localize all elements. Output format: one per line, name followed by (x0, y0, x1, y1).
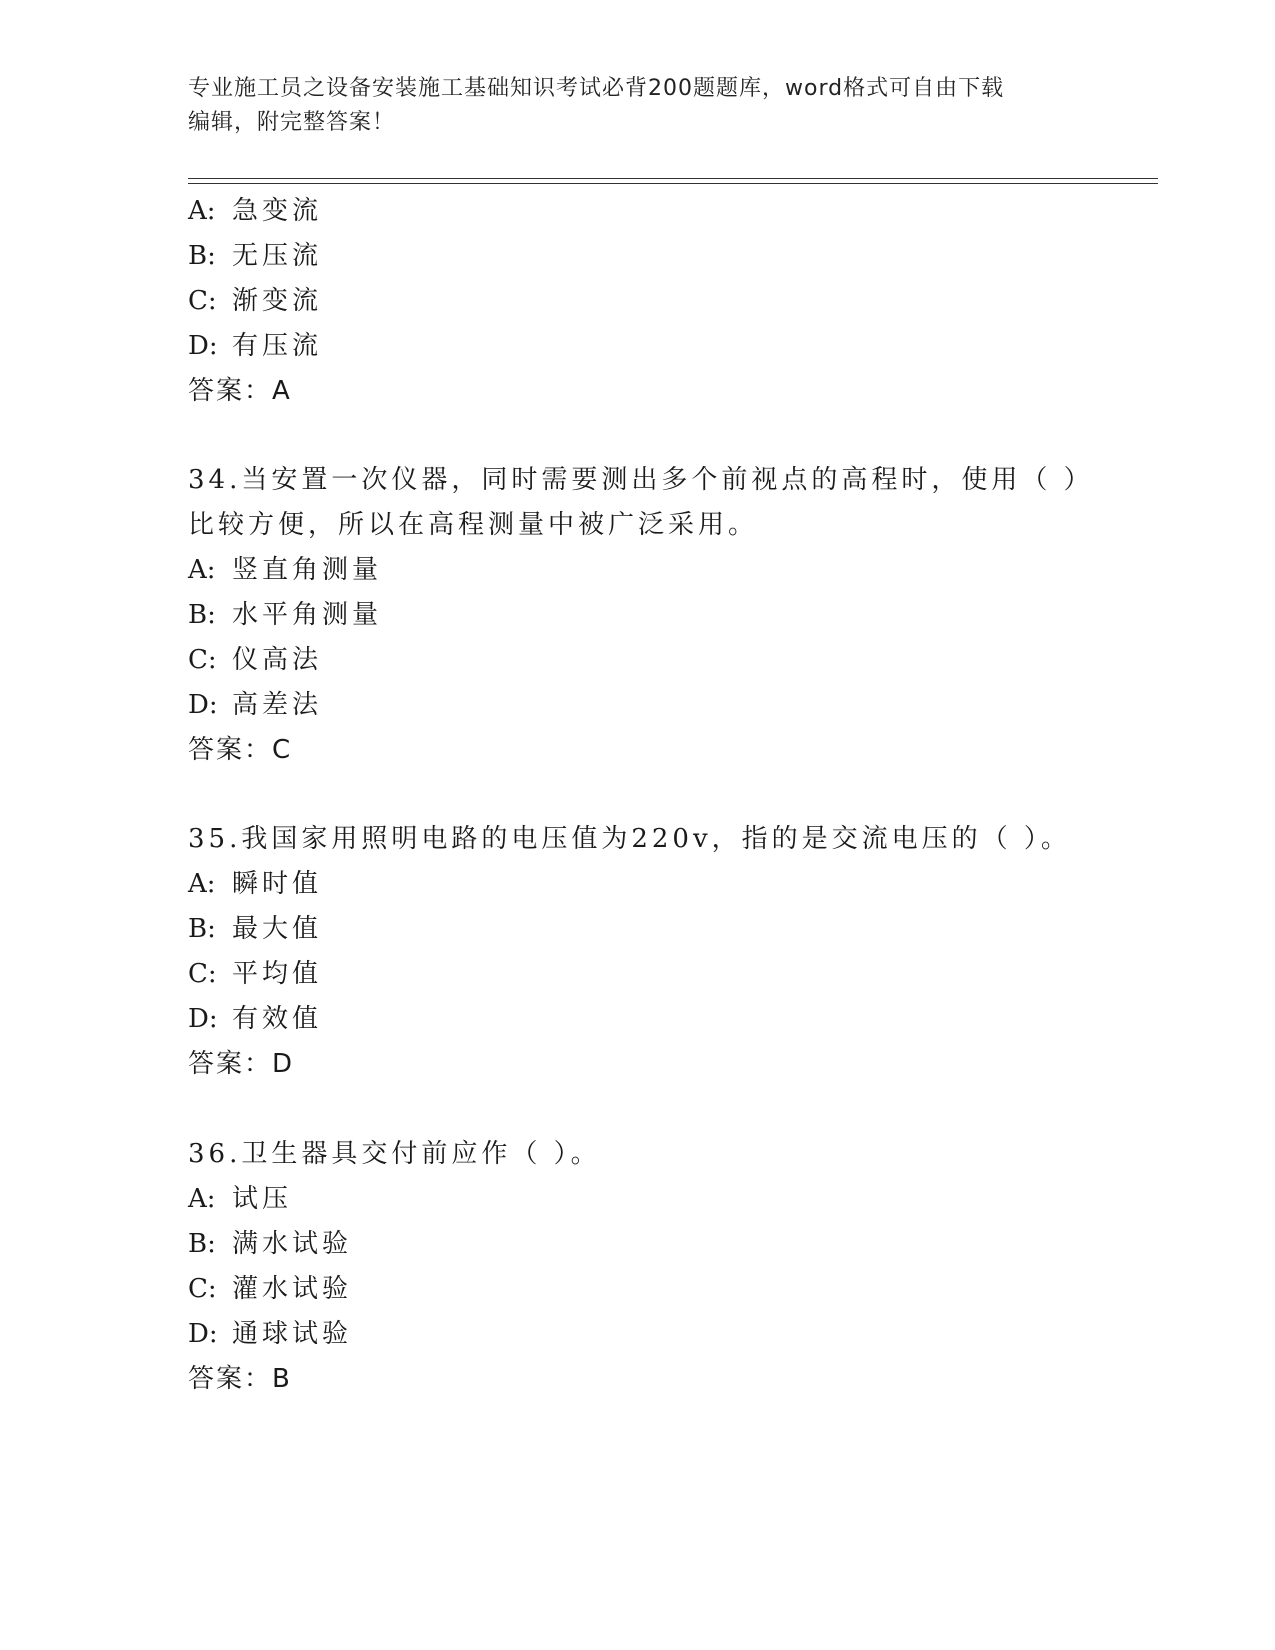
q34-stem-line-2: 比较方便，所以在高程测量中被广泛采用。 (188, 510, 759, 540)
q36-option-c: C: 灌水试验 (188, 1274, 353, 1304)
q34-option-c: C: 仪高法 (188, 645, 323, 675)
q35-option-a: A: 瞬时值 (188, 869, 323, 899)
q35-option-b: B: 最大值 (188, 914, 323, 944)
q35-answer: 答案：D (188, 1049, 295, 1079)
q36-option-b: B: 满水试验 (188, 1229, 353, 1259)
q33-option-b: B: 无压流 (188, 241, 323, 271)
q34-stem-line-1: 34.当安置一次仪器，同时需要测出多个前视点的高程时，使用（ ） (188, 465, 1094, 495)
q35-option-c: C: 平均值 (188, 959, 323, 989)
q36-option-a: A: 试压 (188, 1184, 293, 1214)
q35-stem-line-1: 35.我国家用照明电路的电压值为220v，指的是交流电压的（ ）。 (188, 824, 1071, 854)
header-line-2: 编辑，附完整答案！ (188, 110, 396, 135)
q33-option-d: D: 有压流 (188, 331, 323, 361)
q34-answer: 答案：C (188, 735, 293, 765)
header-line-1: 专业施工员之设备安装施工基础知识考试必背200题题库，word格式可自由下载 (188, 76, 1005, 101)
q33-option-a: A: 急变流 (188, 196, 323, 226)
q33-option-c: C: 渐变流 (188, 286, 323, 316)
q34-option-d: D: 高差法 (188, 690, 323, 720)
q36-option-d: D: 通球试验 (188, 1319, 353, 1349)
q34-option-b: B: 水平角测量 (188, 600, 383, 630)
header-divider-top (188, 178, 1158, 179)
q33-answer: 答案：A (188, 376, 292, 406)
document-header (188, 72, 1088, 140)
q35-option-d: D: 有效值 (188, 1004, 323, 1034)
q34-option-a: A: 竖直角测量 (188, 555, 383, 585)
q36-answer: 答案：B (188, 1364, 292, 1394)
q36-stem-line-1: 36.卫生器具交付前应作（ ）。 (188, 1139, 601, 1169)
header-divider-bottom (188, 183, 1158, 184)
